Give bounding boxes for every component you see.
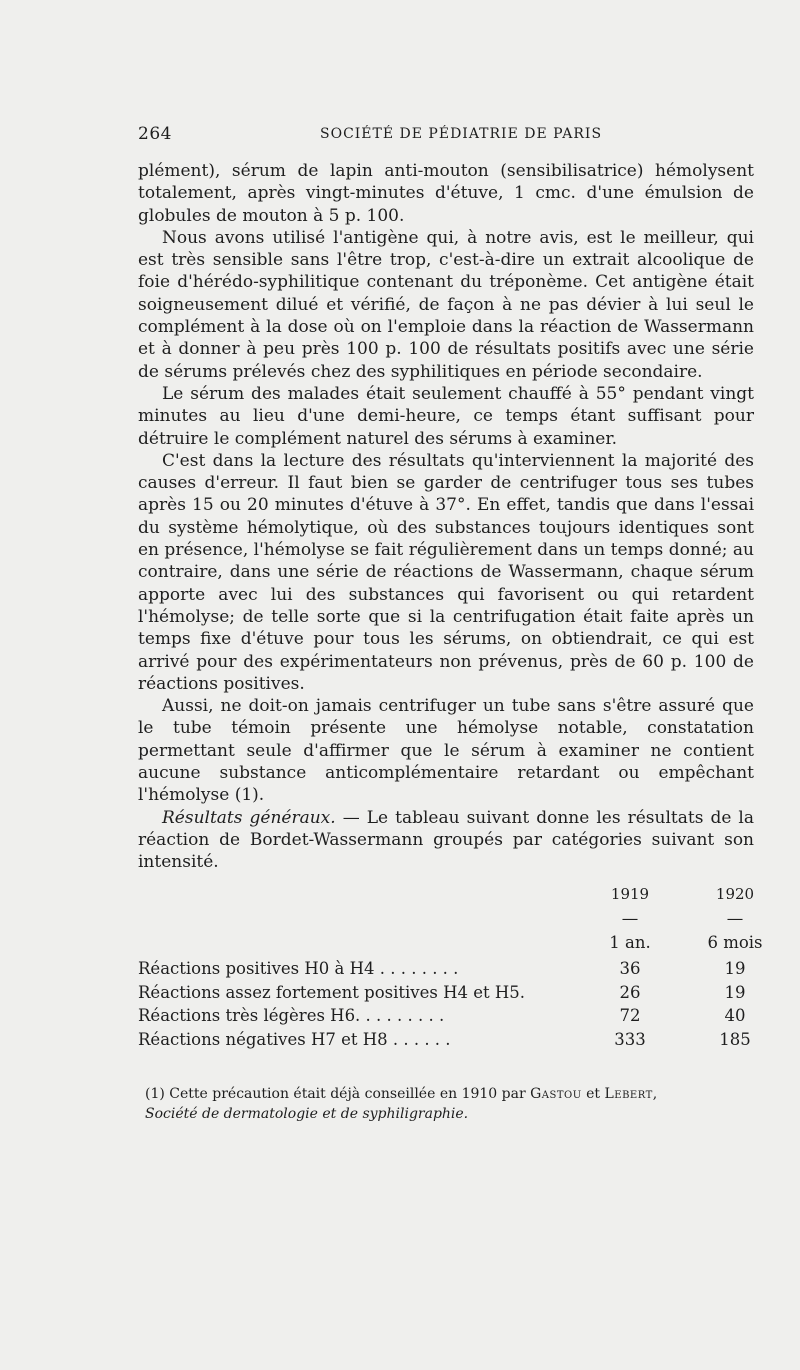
table-row: [138, 1006, 758, 1030]
author-name: Lebert: [604, 1086, 653, 1102]
value-1919: 333: [614, 1029, 646, 1049]
value-1919: 36: [619, 959, 641, 978]
paragraph: plément), sérum de lapin anti-mouton (sensibilisatrice) hémolysent totalement, après vingt-minutes d'étuve, 1 cmc. d'une émulsion de globules de mouton à 5 p. 100.: [138, 161, 754, 226]
table-row: [138, 1030, 758, 1054]
paragraph: C'est dans la lecture des résultats qu'interviennent la majorité des causes d'erreur. Il faut bien se garder de centrifuger tous ses tubes après 15 ou 20 minutes d'étuve à 37°. En effet, tandis que dans l'essai du système hémolytique, où des substances toujours identiques sont en présence, l'hémolyse se fait régulièrement dans un temps donné; au contraire, dans une série de réactions de Wassermann, chaque sérum apporte avec lui des substances qui favorisent ou qui retardent l'hémolyse; de telle sorte que si la centrifugation était faite après un temps fixe d'étuve pour tous les sérums, on obtiendrait, ce qui est arrivé pour des expérimentateurs non prévenus, près de 60 p. 100 de réactions positives.: [138, 450, 754, 694]
body-text: [138, 160, 754, 874]
table-row: [138, 983, 758, 1007]
value-1920: 185: [719, 1029, 751, 1049]
value-1920: 40: [724, 1006, 746, 1025]
value-1919: 26: [619, 982, 641, 1002]
value-1919: 72: [619, 1006, 641, 1025]
running-title: SOCIÉTÉ DE PÉDIATRIE DE PARIS: [320, 126, 603, 142]
footnote: [145, 1084, 760, 1124]
table-header-periods: [138, 933, 763, 959]
page-number: 264: [138, 124, 172, 144]
footnote-punctuation: ,: [652, 1086, 658, 1102]
row-label: Réactions assez fortement positives H4 et H5.: [138, 982, 526, 1002]
table-header-dashes: [138, 909, 758, 933]
paragraph: Le sérum des malades était seulement chauffé à 55° pendant vingt minutes au lieu d'une demi-heure, ce temps étant suffisant pour détruire le complément naturel des sérums à examiner.: [138, 383, 754, 449]
table-header-years: [138, 885, 758, 909]
results-table: [138, 885, 763, 1053]
paragraph: Nous avons utilisé l'antigène qui, à notre avis, est le meilleur, qui est très sensible sans l'être trop, c'est-à-dire un extrait alcoolique de foie d'hérédo-syphilitique contenant du tréponème. Cet antigène était soigneusement dilué et vérifié, de façon à ne pas dévier à lui seul le complément à la dose où on l'emploie dans la réaction de Wassermann et à donner à peu près 100 p. 100 de résultats positifs avec une série de sérums prélevés chez des syphilitiques en période secondaire.: [138, 227, 754, 382]
results-intro-text: — Le tableau suivant donne les résultats de la réaction de Bordet-Wassermann groupés par catégories suivant son intensité.: [138, 807, 754, 873]
year-1920: 1920: [715, 885, 755, 903]
footnote-line: [145, 1084, 760, 1104]
dash: —: [726, 909, 744, 928]
period-1920: 6 mois: [707, 933, 763, 952]
footnote-society: Société de dermatologie et de syphiligraphie.: [145, 1106, 469, 1122]
row-label: Réactions très légères H6. . . . . . . . .: [138, 1006, 445, 1025]
footnote-conjunction: et: [581, 1086, 605, 1102]
dash: —: [621, 909, 639, 928]
paragraph: Aussi, ne doit-on jamais centrifuger un tube sans s'être assuré que le tube témoin présente une hémolyse notable, constatation permettant seule d'affirmer que le sérum à examiner ne contient aucune substance anticomplémentaire retardant ou empêchant l'hémolyse (1).: [138, 696, 754, 806]
value-1920: 19: [724, 982, 746, 1002]
year-1919: 1919: [610, 885, 650, 903]
table-row: [138, 959, 758, 983]
footnote-text: (1) Cette précaution était déjà conseillée en 1910 par: [145, 1086, 531, 1102]
author-name: Gastou: [530, 1086, 582, 1102]
results-intro-paragraph: [138, 807, 754, 874]
row-label: Réactions positives H0 à H4 . . . . . . . .: [138, 959, 459, 978]
value-1920: 19: [724, 959, 746, 978]
section-heading: Résultats généraux.: [162, 807, 336, 828]
row-label: Réactions négatives H7 et H8 . . . . . .: [138, 1029, 451, 1049]
period-1919: 1 an.: [609, 933, 651, 952]
